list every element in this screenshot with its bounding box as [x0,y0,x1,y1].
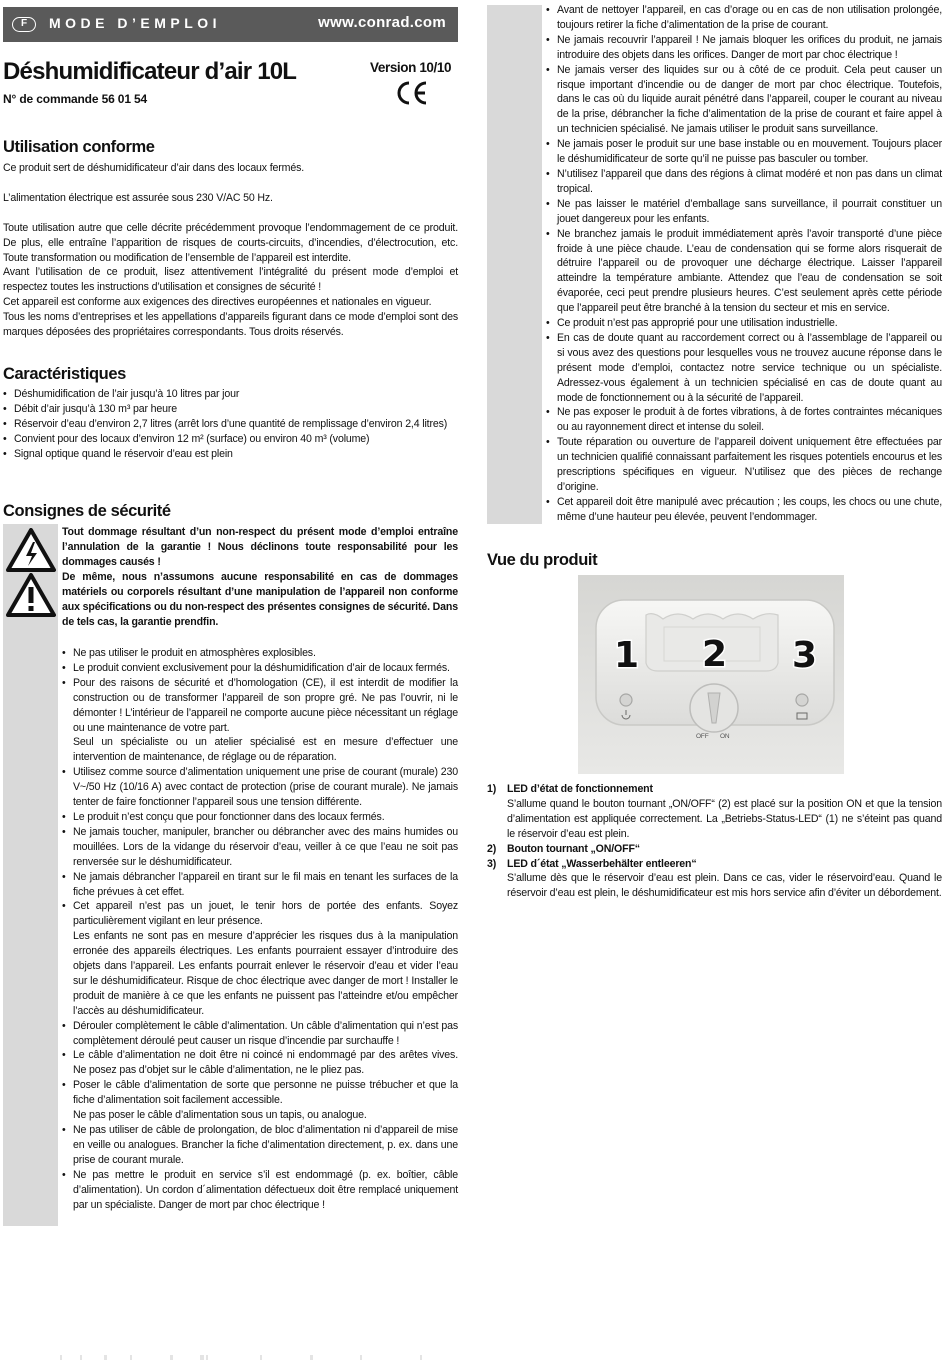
list-item: • Ne jamais recouvrir l’appareil ! Ne jamais bloquer les orifices du produit, ne jamais introduire des objets dans les orifices. Danger de mort par choc électrique ! [546,33,942,63]
list-item: • Ne pas exposer le produit à de fortes vibrations, à de fortes contraintes mécaniques ou au rayonnement direct et intense du soleil. [546,405,942,435]
list-item: • Le câble d’alimentation ne doit être ni coincé ni endommagé par des arêtes vives. Ne posez pas d’objet sur le câble d’alimentation, ne le pliez pas. [62,1048,458,1078]
list-item: • Le produit n’est conçu que pour fonctionner dans des locaux fermés. [62,810,458,825]
language-badge: F [12,17,36,32]
safety-list-left [62,646,458,1212]
warning-icon [6,573,56,622]
ce-icon [394,80,430,111]
list-item-text: Poser le câble d’alimentation de sorte que personne ne puisse trébucher et que la fiche d’alimentation soit facilement accessible. [73,1079,458,1107]
list-item: • Utilisez comme source d’alimentation uniquement une prise de courant (murale) 230 V~/50 Hz (10/16 A) avec contact de protection (prise de courant murale). Ne jamais tenter de faire fonctionner l’appareil sous une tension différente. [62,765,458,810]
item-label: Bouton tournant „ON/OFF“ [507,842,640,855]
list-item-text: Les enfants ne sont pas en mesure d’apprécier les risques dus à la manipulation erronée des appareils électriques. Les enfants pourraient essayer d’introduire des objets dans l’appareil. Les enfants pourrait enlever le réservoir d’eau et vider l’eau sur le déshumidificateur. Risque de choc électrique avec danger de mort ! Installer le produit de manière à ce que les enfants ne puissent pas l’atteindre et/ou empêcher l’accès au déshumidificateur. [73,930,458,1017]
usage-paragraph: L’alimentation électrique est assurée sous 230 V/AC 50 Hz. [3,192,273,204]
section-heading-usage: Utilisation conforme [3,138,155,156]
list-item [62,899,458,1018]
document-type: MODE D’EMPLOI [49,15,222,31]
list-item: • Toute réparation ou ouverture de l’appareil doivent uniquement être effectuées par un technicien qualifié connaissant parfaitement les risques potentiels encourus et les prescriptions spécifiques en vigueur. N’utilisez que des pièces de rechange d’origine. [546,435,942,495]
margin-strip-right [487,5,542,524]
list-item [487,842,942,857]
electric-hazard-icon [6,528,56,577]
list-item-text: Cet appareil n’est pas un jouet, le tenir hors de portée des enfants. Soyez particulièrement vigilant en leur présence. [73,900,458,928]
item-number: 2) [487,842,497,855]
section-heading-features: Caractéristiques [3,365,126,383]
item-text: S’allume quand le bouton tournant „ON/OFF“ (2) est placé sur la position ON et que la tension d’alimentation est appliquée correctement. La „Betriebs-Status-LED“ (1) ne s’éteint pas quand le réservoir d’eau est plein. [507,797,942,840]
list-item: • Ne jamais toucher, manipuler, brancher ou débrancher avec des mains humides ou mouillées. Lors de la vidange du réservoir d’eau, veiller à ce que l’eau ne soit pas renversée sur le déshumidificateur. [62,825,458,870]
usage-paragraph: Toute utilisation autre que celle décrite précédemment provoque l’endommagement de ce produit. De plus, elle entraîne l’apparition de risques de courts-circuits, d’incendies, d’électrocution, etc. Toute transformation ou modification de l’ensemble de l’appareil est interdite. [3,222,458,264]
usage-paragraph: Cet appareil est conforme aux exigences des directives européennes et nationales en vigueur. [3,296,432,308]
features-list [3,387,458,462]
list-item: • Ne jamais poser le produit sur une base instable ou en mouvement. Toujours placer le déshumidificateur de sorte qu’il ne puisse pas basculer ou tomber. [546,137,942,167]
cut-marks [60,1351,440,1357]
list-item: • Dérouler complètement le câble d’alimentation. Un câble d’alimentation qui n’est pas complètement déroulé peut causer un risque d’incendie par surchauffe ! [62,1019,458,1049]
product-photo [578,575,844,774]
safety-list-right [546,3,942,525]
list-item: • Ne branchez jamais le produit immédiatement après l’avoir transporté d’une pièce froide à une pièce chaude. L’eau de condensation qui se forme alors risquerait de détruire l’appareil ou de provoquer une décharge électrique. Laisser l’appareil atteindre la température ambiante. Attendez que l’eau de condensation se soit évaporée, ceci peut prendre plusieurs heures. C’est seulement après cette période que l’appareil peut être branché à la tension du secteur et mis en service. [546,227,942,316]
header-bar [3,7,458,42]
list-item-text: Pour des raisons de sécurité et d’homologation (CE), il est interdit de modifier la construction ou de transformer l’appareil de son propre gré. Ne pas l’ouvrir, ni le démonter ! L’intérieur de l’appareil ne comporte aucune pièce nécessitant un réglage ou une maintenance de votre part. [73,676,458,734]
website-link[interactable]: www.conrad.com [318,14,446,31]
section-heading-safety: Consignes de sécurité [3,502,171,520]
list-item-text: Seul un spécialiste ou un atelier spécialisé est en mesure d’effectuer une intervention de maintenance, de réglage ou de réparation. [73,736,458,764]
list-item: • En cas de doute quant au raccordement correct ou à l’assemblage de l’appareil ou si vous avez des questions pour lesquelles vous ne trouvez aucune réponse dans le présent mode d’emploi, contactez notre service technique ou un spécialiste. Adressez-vous également à un technicien spécialisé en cas de doute quant au mode de fonctionnement ou à la sécurité de l’appareil. [546,331,942,406]
warranty-warning [62,525,458,630]
list-item [62,1078,458,1123]
list-item: • Ne pas laisser le matériel d’emballage sans surveillance, il pourrait constituer un jouet dangereux pour les enfants. [546,197,942,227]
list-item: • Ce produit n’est pas approprié pour une utilisation industrielle. [546,316,942,331]
list-item: • N’utilisez l’appareil que dans des régions à climat modéré et non pas dans un climat tropical. [546,167,942,197]
list-item: • Le produit convient exclusivement pour la déshumidification d’air de locaux fermés. [62,661,458,676]
list-item: • Ne pas utiliser le produit en atmosphères explosibles. [62,646,458,661]
list-item [487,782,942,842]
list-item: • Ne pas utiliser de câble de prolongation, de bloc d’alimentation ni d’appareil de mise en veille ou analogues. Brancher la fiche d’alimentation directement, p. ex. dans une prise de courant murale. [62,1123,458,1168]
list-item: • Ne pas mettre le produit en service s’il est endommagé (p. ex. boîtier, câble d’alimentation). Un cordon d´alimentation défectueux doit être remplacé uniquement par un spécialiste. Danger de mort par choc électrique ! [62,1168,458,1213]
list-item: • Ne jamais débrancher l’appareil en tirant sur le fil mais en tenant les surfaces de la fiche prévues à cet effet. [62,870,458,900]
list-item: • Convient pour des locaux d’environ 12 m² (surface) ou environ 40 m³ (volume) [3,432,458,447]
list-item: • Ne jamais verser des liquides sur ou à côté de ce produit. Cela peut causer un risque important d’incendie ou de danger de mort par choc électrique. Toutefois, dans le cas où du liquide aurait pénétré dans l’appareil, couper le courant au niveau de la prise, débrancher la fiche d’alimentation de la prise de courant et faire appel à un technicien spécialisé. Ne jamais utiliser le produit sans surveillance. [546,63,942,138]
page-title: Déshumidificateur d’air 10L [3,58,297,85]
version-label: Version 10/10 [370,60,452,75]
product-parts-list [487,782,942,901]
warning-text: Tout dommage résultant d’un non-respect du présent mode d’emploi entraîne l’annulation de la garantie ! Nous déclinons toute responsabilité pour les dommages causés ! [62,526,458,568]
usage-paragraph: Ce produit sert de déshumidificateur d’air dans des locaux fermés. [3,162,305,174]
order-number: N° de commande 56 01 54 [3,92,148,106]
list-item: • Signal optique quand le réservoir d’eau est plein [3,447,458,462]
item-text: S’allume dès que le réservoir d’eau est plein. Dans ce cas, vider le réservoird’eau. Quand le réservoir d’eau est plein, le déshumidificateur est mis hors service afin d’éviter un débordement. [507,872,942,900]
list-item: • Déshumidification de l’air jusqu’à 10 litres par jour [3,387,458,402]
warning-text: De même, nous n’assumons aucune responsabilité en cas de dommages matériels ou corporels résultant d’une manipulation de l’appareil non conforme aux spécifications ou du non-respect des présentes consignes de sécurité. Dans de tels cas, la garantie prendfin. [62,571,458,628]
knob-off-label: OFF [696,733,709,740]
margin-strip-left [3,524,58,1226]
list-item: • Cet appareil doit être manipulé avec précaution ; les coups, les chocs ou une chute, même d’une hauteur peu élevée, peuvent l’endommager. [546,495,942,525]
list-item-text: Ne pas poser le câble d’alimentation sous un tapis, ou analogue. [73,1109,367,1122]
list-item: • Débit d’air jusqu’à 130 m³ par heure [3,402,458,417]
callout-2: 2 [702,634,727,675]
list-item [487,857,942,902]
section-heading-product-view: Vue du produit [487,551,598,569]
knob-on-label: ON [720,733,730,740]
item-label: LED d´état „Wasserbehälter entleeren“ [507,857,697,870]
list-item [62,676,458,765]
item-label: LED d’état de fonctionnement [507,783,653,795]
list-item: • Réservoir d’eau d’environ 2,7 litres (arrêt lors d’une quantité de remplissage d’environ 2,4 litres) [3,417,458,432]
item-number: 3) [487,857,497,870]
usage-paragraph: Tous les noms d’entreprises et les appellations d’appareils figurant dans ce mode d’emploi sont des marques déposées des propriétaires correspondants. Tous droits réservés. [3,311,458,338]
item-number: 1) [487,783,497,795]
list-item: • Avant de nettoyer l’appareil, en cas d’orage ou en cas de non utilisation prolongée, toujours retirer la fiche d’alimentation de la prise de courant. [546,3,942,33]
callout-3: 3 [792,635,817,676]
callout-1: 1 [614,635,639,676]
usage-paragraph: Avant l’utilisation de ce produit, lisez attentivement l’intégralité du présent mode d’emploi et respectez toutes les instructions d’utilisation et consignes de sécurité ! [3,266,458,293]
